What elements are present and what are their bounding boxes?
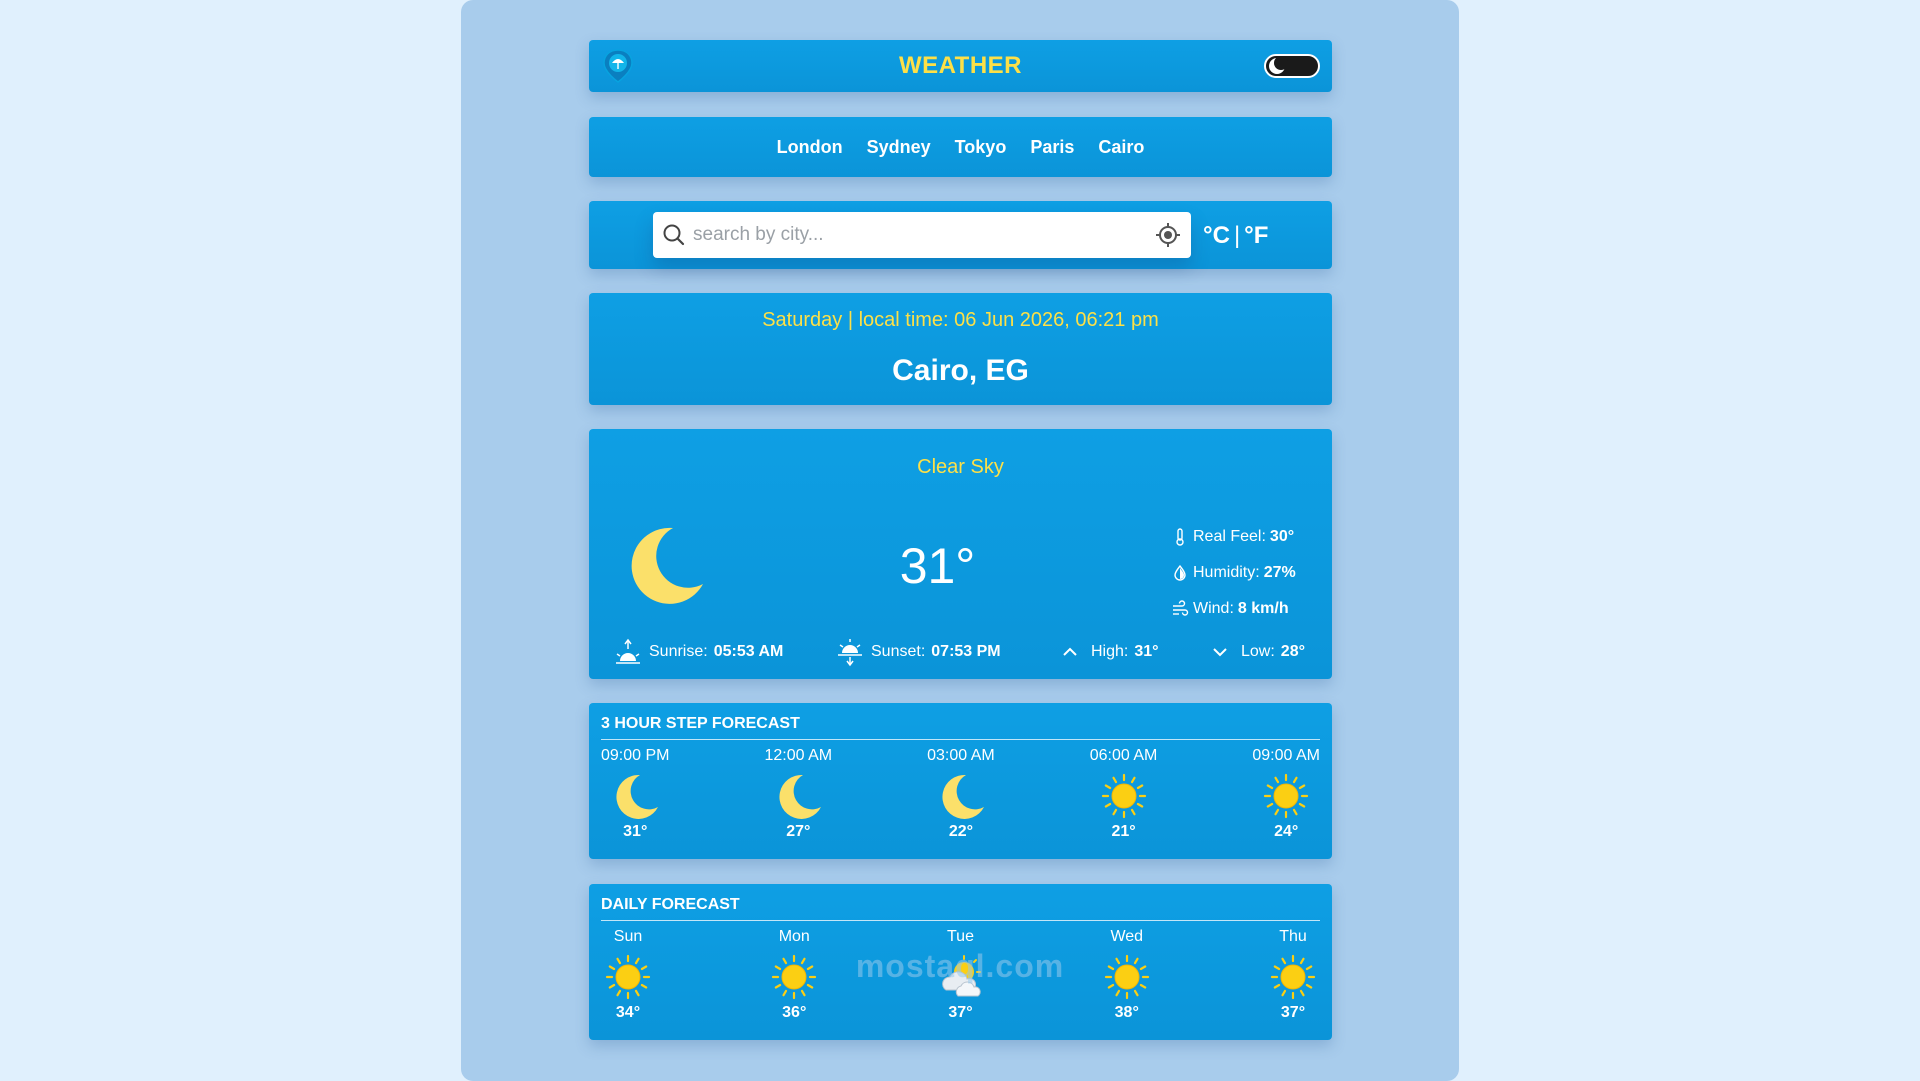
sunset-stat xyxy=(835,637,1055,667)
real-feel-label: Real Feel: xyxy=(1193,528,1266,545)
city-link-sydney[interactable]: Sydney xyxy=(866,136,931,157)
sunset-icon xyxy=(835,637,865,667)
low-value: 28° xyxy=(1280,643,1305,660)
weather-condition: Clear Sky xyxy=(917,456,1004,478)
daily-forecast-item xyxy=(1100,928,1154,1022)
hourly-forecast-temperature: 22° xyxy=(948,823,974,840)
sun-icon xyxy=(767,950,821,1004)
hourly-forecast-label: 06:00 AM xyxy=(1089,747,1158,764)
sunset-value: 07:53 PM xyxy=(931,643,1001,660)
fahrenheit-button[interactable]: °F xyxy=(1244,222,1269,249)
local-datetime: Saturday | local time: 06 Jun 2026, 06:21 pm xyxy=(762,309,1159,331)
daily-forecast-temperature: 36° xyxy=(782,1004,807,1021)
unit-switcher xyxy=(1203,222,1268,250)
high-stat xyxy=(1055,637,1205,667)
low-stat xyxy=(1205,637,1305,667)
search-input[interactable] xyxy=(689,224,1153,246)
location-target-icon[interactable] xyxy=(1153,220,1183,250)
humidity-value: 27% xyxy=(1263,564,1296,581)
watermark: mostaql.com xyxy=(855,948,1065,984)
theme-toggle[interactable] xyxy=(1264,54,1320,78)
daily-forecast-item xyxy=(767,928,821,1022)
city-link-london[interactable]: London xyxy=(776,136,843,157)
wind-row xyxy=(1171,591,1296,627)
umbrella-pin-icon[interactable] xyxy=(601,48,635,84)
current-weather-panel xyxy=(589,429,1332,679)
hourly-forecast-label: 09:00 AM xyxy=(1252,747,1320,764)
sunset-label: Sunset: xyxy=(871,643,926,660)
moon-icon xyxy=(608,769,662,823)
hourly-forecast-temperature: 27° xyxy=(786,823,811,840)
wind-label: Wind: xyxy=(1193,600,1234,617)
moon-icon xyxy=(934,769,988,823)
sunrise-value: 05:53 AM xyxy=(713,643,784,660)
hourly-forecast-label: 09:00 PM xyxy=(601,747,670,764)
hourly-forecast-temperature: 31° xyxy=(623,823,648,840)
daily-forecast-label: Wed xyxy=(1110,928,1144,945)
humidity-row xyxy=(1171,555,1296,591)
sun-icon xyxy=(1266,950,1320,1004)
droplet-icon xyxy=(1171,564,1189,582)
location-panel xyxy=(589,293,1332,405)
app-header xyxy=(589,40,1332,92)
city-link-tokyo[interactable]: Tokyo xyxy=(954,136,1007,157)
hourly-forecast-label: 03:00 AM xyxy=(927,747,995,764)
hourly-forecast-temperature: 21° xyxy=(1111,823,1136,840)
hourly-forecast-panel xyxy=(589,703,1332,859)
weather-details xyxy=(1171,519,1296,627)
moon-icon xyxy=(771,769,825,823)
current-temperature: 31° xyxy=(899,538,976,594)
search-box xyxy=(653,212,1191,258)
hourly-forecast-item xyxy=(601,747,669,841)
city-name: Cairo, EG xyxy=(892,354,1029,387)
thermometer-icon xyxy=(1171,528,1189,546)
sun-and-range-stats xyxy=(613,637,1313,667)
city-quick-links xyxy=(589,117,1332,177)
chevron-up-icon xyxy=(1055,637,1085,667)
hourly-forecast-item xyxy=(765,747,833,841)
city-link-paris[interactable]: Paris xyxy=(1030,136,1075,157)
daily-forecast-temperature: 37° xyxy=(948,1004,973,1021)
wind-icon xyxy=(1171,600,1189,618)
wind-value: 8 km/h xyxy=(1237,600,1289,617)
unit-separator: | xyxy=(1233,222,1241,249)
daily-forecast-temperature: 34° xyxy=(615,1004,641,1021)
search-icon[interactable] xyxy=(659,220,689,250)
daily-forecast-temperature: 38° xyxy=(1114,1004,1139,1021)
daily-forecast-label: Mon xyxy=(778,928,810,945)
hourly-forecast-item xyxy=(1252,747,1320,841)
hourly-forecast-list xyxy=(601,747,1320,841)
daily-forecast-title: DAILY FORECAST xyxy=(601,896,740,913)
high-label: High: xyxy=(1091,643,1129,660)
hourly-forecast-label: 12:00 AM xyxy=(764,747,833,764)
real-feel-value: 30° xyxy=(1269,528,1295,545)
celsius-button[interactable]: °C xyxy=(1203,222,1230,249)
daily-forecast-label: Thu xyxy=(1279,928,1307,945)
divider xyxy=(601,920,1320,921)
real-feel-row xyxy=(1171,519,1296,555)
app-title: WEATHER xyxy=(898,52,1023,79)
sun-icon xyxy=(601,950,655,1004)
sun-icon xyxy=(1097,769,1151,823)
daily-forecast-label: Tue xyxy=(947,928,974,945)
sunrise-icon xyxy=(613,637,643,667)
divider xyxy=(601,739,1320,740)
hourly-forecast-item xyxy=(1090,747,1158,841)
sun-icon xyxy=(1100,950,1154,1004)
hourly-forecast-temperature: 24° xyxy=(1274,823,1299,840)
hourly-forecast-item xyxy=(927,747,995,841)
sun-icon xyxy=(1259,769,1313,823)
city-link-cairo[interactable]: Cairo xyxy=(1098,136,1145,157)
sunrise-stat xyxy=(613,637,835,667)
daily-forecast-item xyxy=(601,928,655,1022)
search-bar xyxy=(589,201,1332,269)
high-value: 31° xyxy=(1134,643,1159,660)
moon-icon xyxy=(1268,57,1288,75)
chevron-down-icon xyxy=(1205,637,1235,667)
daily-forecast-temperature: 37° xyxy=(1280,1004,1306,1021)
daily-forecast-item xyxy=(1266,928,1320,1022)
hourly-forecast-title: 3 HOUR STEP FORECAST xyxy=(601,715,800,732)
sunrise-label: Sunrise: xyxy=(649,643,708,660)
humidity-label: Humidity: xyxy=(1193,564,1260,581)
daily-forecast-label: Sun xyxy=(613,928,643,945)
low-label: Low: xyxy=(1241,643,1275,660)
